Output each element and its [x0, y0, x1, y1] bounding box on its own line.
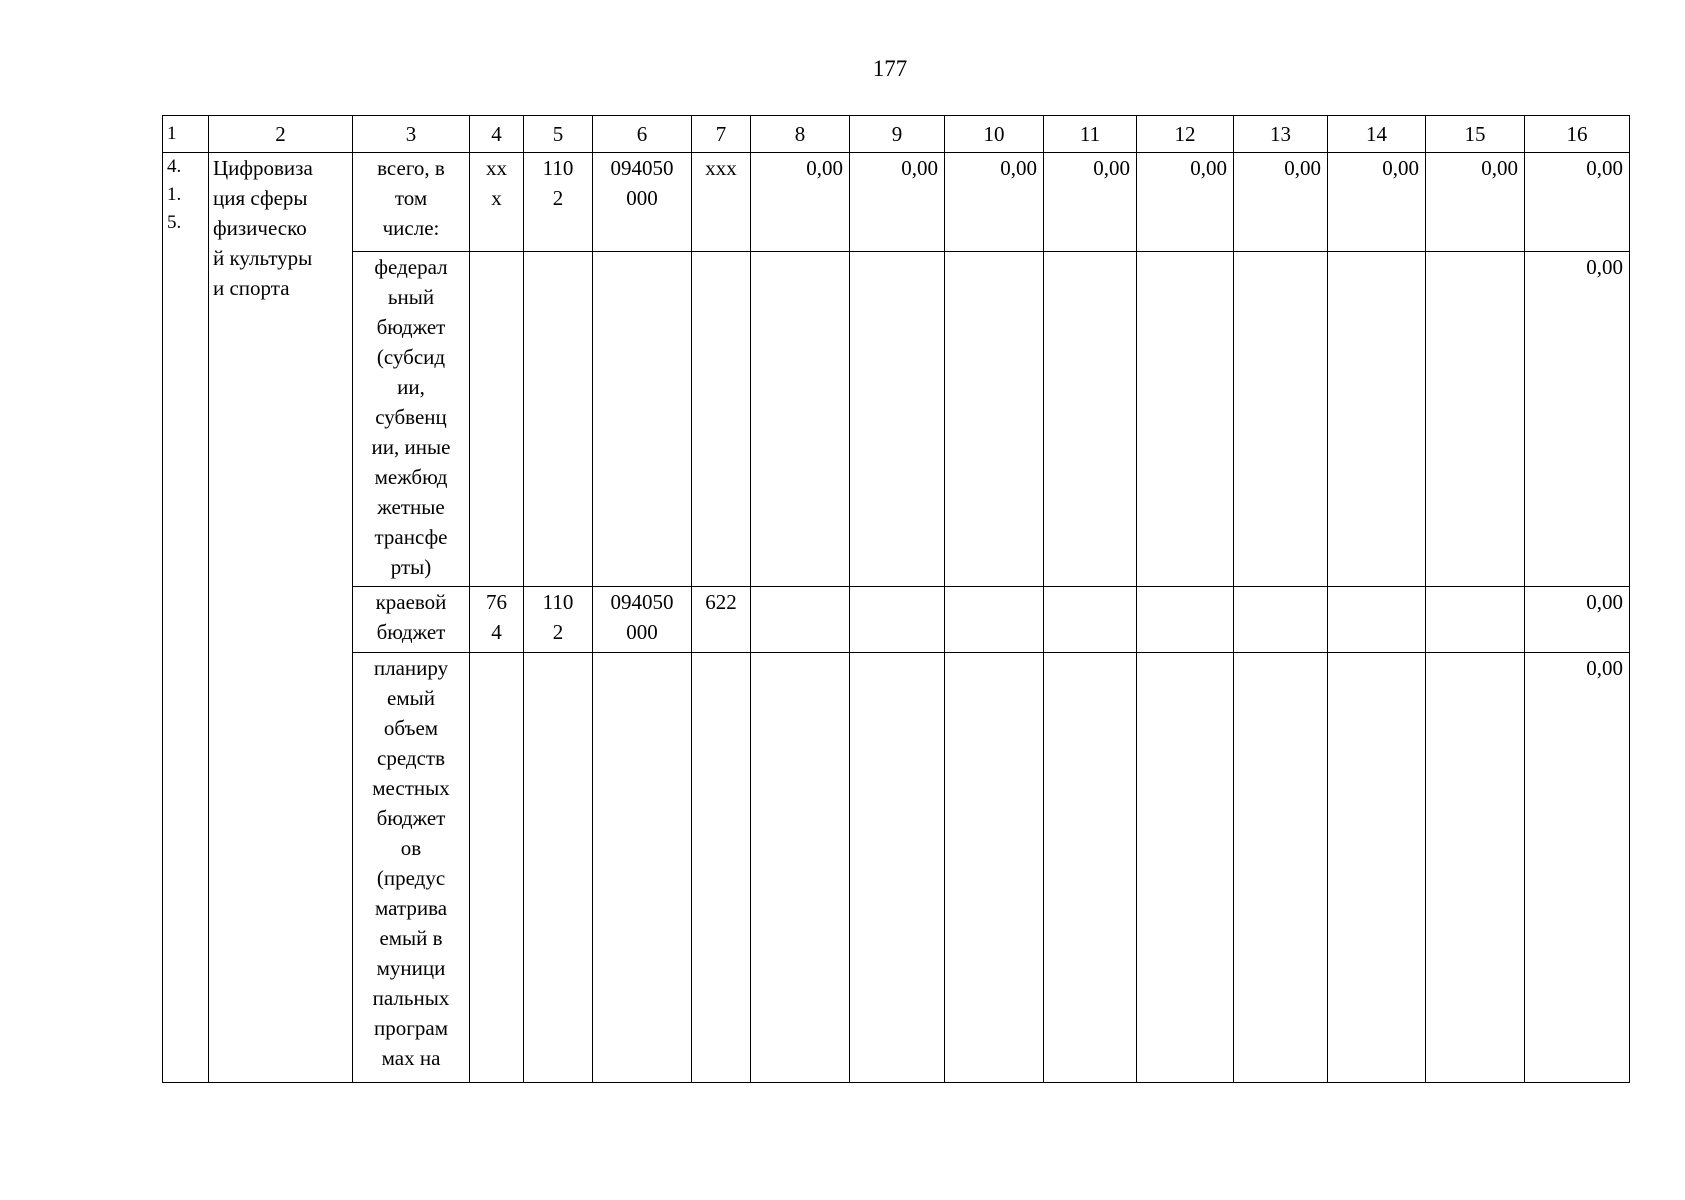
- value-cell-8: [751, 587, 850, 653]
- value-cell-15: 0,00: [1426, 153, 1525, 252]
- value-cell-13: [1234, 653, 1328, 1083]
- value-cell-14: 0,00: [1328, 153, 1426, 252]
- code-cell-4: 76 4: [470, 587, 524, 653]
- value-cell-14: [1328, 653, 1426, 1083]
- header-cell-5: 5: [524, 116, 593, 153]
- source-cell: всего, в том числе:: [353, 153, 470, 252]
- source-cell: краевой бюджет: [353, 587, 470, 653]
- code-cell-6: [593, 252, 692, 587]
- code-cell-7: ххх: [692, 153, 751, 252]
- value-cell-12: [1137, 587, 1234, 653]
- value-cell-12: [1137, 252, 1234, 587]
- value-cell-13: [1234, 587, 1328, 653]
- header-cell-10: 10: [945, 116, 1044, 153]
- table-row: [163, 587, 1630, 653]
- value-cell-10: [945, 653, 1044, 1083]
- code-cell-5: [524, 653, 593, 1083]
- code-cell-6: 094050 000: [593, 587, 692, 653]
- value-cell-11: [1044, 653, 1137, 1083]
- header-cell-1: 1: [163, 116, 209, 153]
- header-cell-9: 9: [850, 116, 945, 153]
- header-cell-8: 8: [751, 116, 850, 153]
- value-cell-16: 0,00: [1525, 252, 1630, 587]
- code-cell-7: [692, 653, 751, 1083]
- value-cell-9: [850, 587, 945, 653]
- value-cell-10: 0,00: [945, 153, 1044, 252]
- header-cell-14: 14: [1328, 116, 1426, 153]
- value-cell-12: 0,00: [1137, 153, 1234, 252]
- value-cell-15: [1426, 587, 1525, 653]
- code-cell-6: 094050 000: [593, 153, 692, 252]
- value-cell-12: [1137, 653, 1234, 1083]
- value-cell-14: [1328, 587, 1426, 653]
- value-cell-10: [945, 587, 1044, 653]
- row-number-cell: 4. 1. 5.: [163, 153, 209, 1083]
- value-cell-8: 0,00: [751, 153, 850, 252]
- value-cell-15: [1426, 252, 1525, 587]
- value-cell-13: [1234, 252, 1328, 587]
- table-row: [163, 153, 1630, 252]
- table-row: [163, 252, 1630, 587]
- code-cell-4: [470, 653, 524, 1083]
- value-cell-11: [1044, 587, 1137, 653]
- header-cell-11: 11: [1044, 116, 1137, 153]
- header-cell-4: 4: [470, 116, 524, 153]
- header-cell-7: 7: [692, 116, 751, 153]
- value-cell-16: 0,00: [1525, 653, 1630, 1083]
- code-cell-6: [593, 653, 692, 1083]
- code-cell-5: 110 2: [524, 587, 593, 653]
- value-cell-16: 0,00: [1525, 153, 1630, 252]
- table-row: [163, 653, 1630, 1083]
- value-cell-9: [850, 252, 945, 587]
- header-cell-15: 15: [1426, 116, 1525, 153]
- source-cell: федерал ьный бюджет (субсид ии, субвенц ии, иные межбюд жетные трансфе рты): [353, 252, 470, 587]
- budget-table: [162, 115, 1630, 1083]
- code-cell-5: 110 2: [524, 153, 593, 252]
- value-cell-9: [850, 653, 945, 1083]
- code-cell-7: [692, 252, 751, 587]
- value-cell-11: [1044, 252, 1137, 587]
- code-cell-5: [524, 252, 593, 587]
- code-cell-7: 622: [692, 587, 751, 653]
- code-cell-4: [470, 252, 524, 587]
- value-cell-10: [945, 252, 1044, 587]
- header-cell-3: 3: [353, 116, 470, 153]
- value-cell-8: [751, 252, 850, 587]
- source-cell: планиру емый объем средств местных бюджет ов (предус матрива емый в муници пальных програм мах на: [353, 653, 470, 1083]
- value-cell-8: [751, 653, 850, 1083]
- value-cell-15: [1426, 653, 1525, 1083]
- header-cell-13: 13: [1234, 116, 1328, 153]
- value-cell-9: 0,00: [850, 153, 945, 252]
- value-cell-13: 0,00: [1234, 153, 1328, 252]
- code-cell-4: хх х: [470, 153, 524, 252]
- header-cell-6: 6: [593, 116, 692, 153]
- header-cell-16: 16: [1525, 116, 1630, 153]
- value-cell-11: 0,00: [1044, 153, 1137, 252]
- page-number: 177: [872, 56, 908, 81]
- header-cell-12: 12: [1137, 116, 1234, 153]
- item-title-cell: Цифровиза ция сферы физическо й культуры и спорта: [209, 153, 353, 1083]
- header-cell-2: 2: [209, 116, 353, 153]
- header-row: [163, 116, 1630, 153]
- value-cell-16: 0,00: [1525, 587, 1630, 653]
- value-cell-14: [1328, 252, 1426, 587]
